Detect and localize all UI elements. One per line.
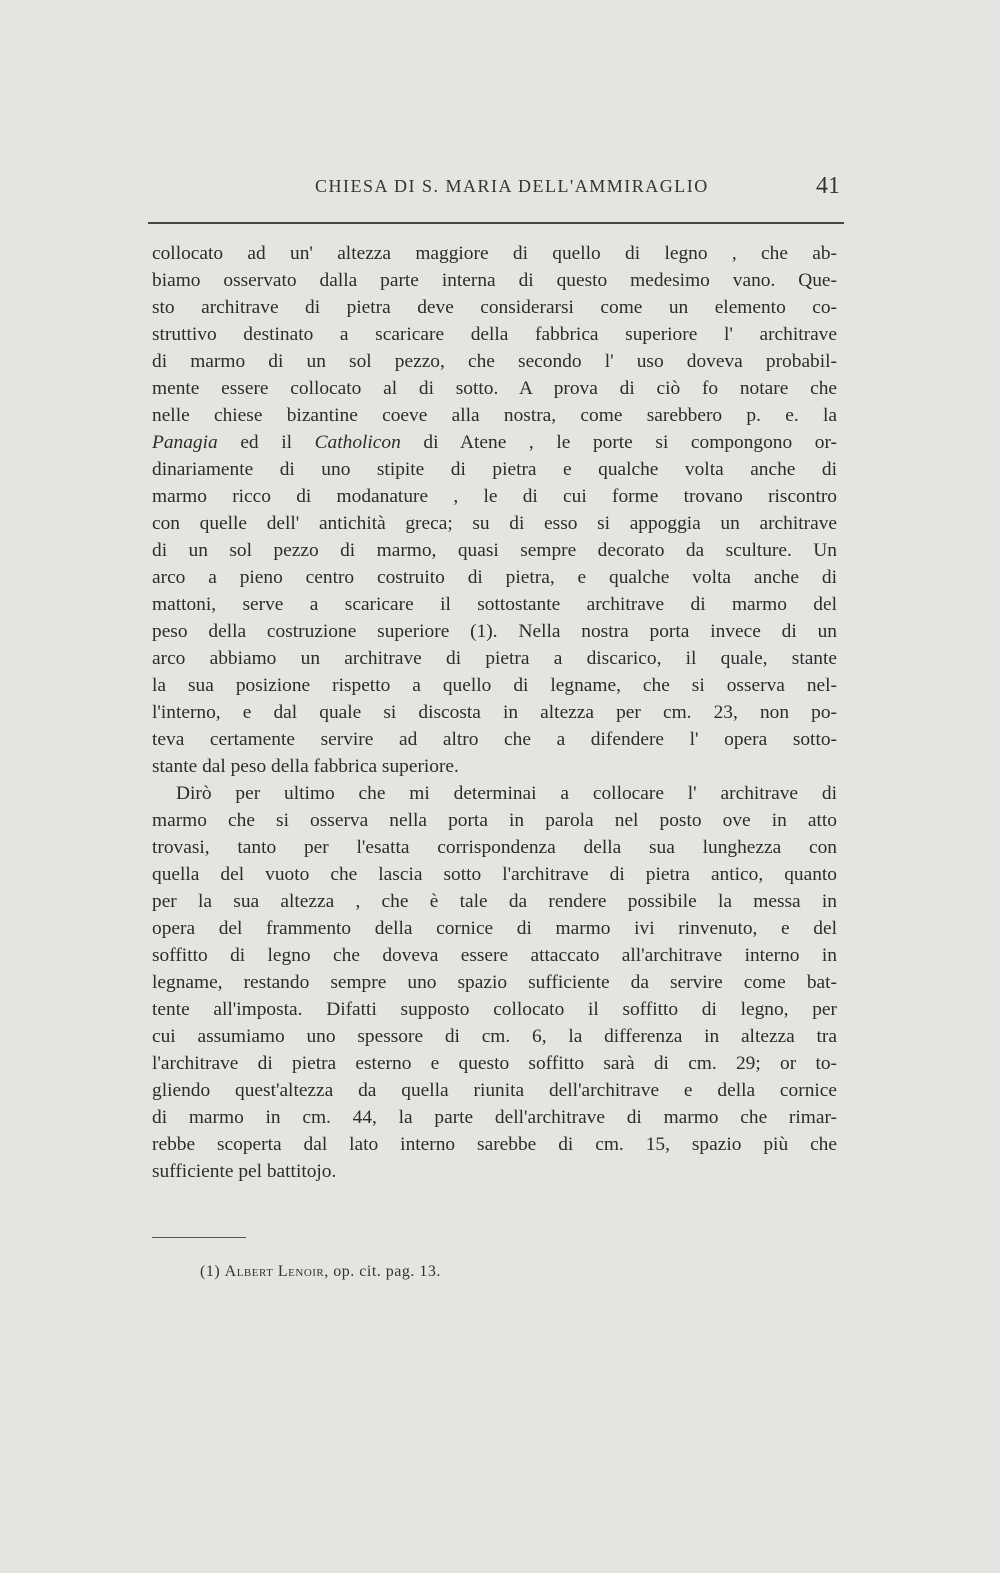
text-line: teva certamente servire ad altro che a difendere l' opera sotto- (152, 729, 837, 750)
text-line: mente essere collocato al di sotto. A prova di ciò fo notare che (152, 378, 837, 399)
italic-term: Catholicon (314, 432, 401, 453)
text-line: arco a pieno centro costruito di pietra, e qualche volta anche di (152, 567, 837, 588)
text-line: collocato ad un' altezza maggiore di quello di legno , che ab- (152, 243, 837, 264)
text-line: l'architrave di pietra esterno e questo soffitto sarà di cm. 29; or to- (152, 1053, 837, 1074)
text-segment: di Atene , le porte si compongono or- (400, 432, 838, 453)
text-line: l'interno, e dal quale si discosta in altezza per cm. 23, non po- (152, 702, 837, 723)
text-line: gliendo quest'altezza da quella riunita dell'architrave e della cornice (152, 1080, 837, 1101)
text-line: per la sua altezza , che è tale da rendere possibile la messa in (152, 891, 837, 912)
text-line: sto architrave di pietra deve considerarsi come un elemento co- (152, 297, 837, 318)
footnote-rule (152, 1237, 246, 1238)
text-line: legname, restando sempre uno spazio sufficiente da servire come bat- (152, 972, 837, 993)
text-segment: ed il (217, 432, 315, 453)
text-line: sufficiente pel battitojo. (152, 1161, 337, 1182)
text-line: soffitto di legno che doveva essere attaccato all'architrave interno in (152, 945, 837, 966)
text-line: biamo osservato dalla parte interna di questo medesimo vano. Que- (152, 270, 837, 291)
header-rule (148, 222, 844, 224)
text-line: con quelle dell' antichità greca; su di esso si appoggia un architrave (152, 513, 837, 534)
text-line: trovasi, tanto per l'esatta corrispondenza della sua lunghezza con (152, 837, 837, 858)
text-line: di un sol pezzo di marmo, quasi sempre decorato da sculture. Un (152, 540, 837, 561)
footnote (200, 1263, 441, 1281)
text-line: opera del frammento della cornice di marmo ivi rinvenuto, e del (152, 918, 837, 939)
text-line: di marmo in cm. 44, la parte dell'architrave di marmo che rimar- (152, 1107, 837, 1128)
text-line: cui assumiamo uno spessore di cm. 6, la differenza in altezza tra (152, 1026, 837, 1047)
text-line: la sua posizione rispetto a quello di legname, che si osserva nel- (152, 675, 837, 696)
footnote-reference: op. cit. pag. 13. (333, 1263, 441, 1280)
text-line: tente all'imposta. Difatti supposto collocato il soffitto di legno, per (152, 999, 837, 1020)
text-line: dinariamente di uno stipite di pietra e qualche volta anche di (152, 459, 837, 480)
text-line: marmo che si osserva nella porta in parola nel posto ove in atto (152, 810, 837, 831)
italic-term: Panagia (152, 432, 218, 453)
text-line: stante dal peso della fabbrica superiore. (152, 756, 459, 777)
text-line (152, 429, 837, 456)
body-text (152, 240, 837, 1185)
text-line: di marmo di un sol pezzo, che secondo l' uso doveva probabil- (152, 351, 837, 372)
text-line: mattoni, serve a scaricare il sottostante architrave di marmo del (152, 594, 837, 615)
footnote-author: Albert Lenoir, (224, 1263, 329, 1280)
running-title: CHIESA DI S. MARIA DELL'AMMIRAGLIO (315, 176, 709, 196)
text-line: nelle chiese bizantine coeve alla nostra, come sarebbero p. e. la (152, 405, 837, 426)
text-line: rebbe scoperta dal lato interno sarebbe di cm. 15, spazio più che (152, 1134, 837, 1155)
text-line: struttivo destinato a scaricare della fabbrica superiore l' architrave (152, 324, 837, 345)
text-line: quella del vuoto che lascia sotto l'architrave di pietra antico, quanto (152, 864, 837, 885)
text-line: Dirò per ultimo che mi determinai a collocare l' architrave di (176, 783, 837, 804)
page-number: 41 (816, 173, 840, 199)
text-line: peso della costruzione superiore (1). Nella nostra porta invece di un (152, 621, 837, 642)
footnote-marker: (1) (200, 1263, 221, 1280)
text-line: marmo ricco di modanature , le di cui forme trovano riscontro (152, 486, 837, 507)
page-header (150, 173, 840, 206)
text-line: arco abbiamo un architrave di pietra a discarico, il quale, stante (152, 648, 837, 669)
